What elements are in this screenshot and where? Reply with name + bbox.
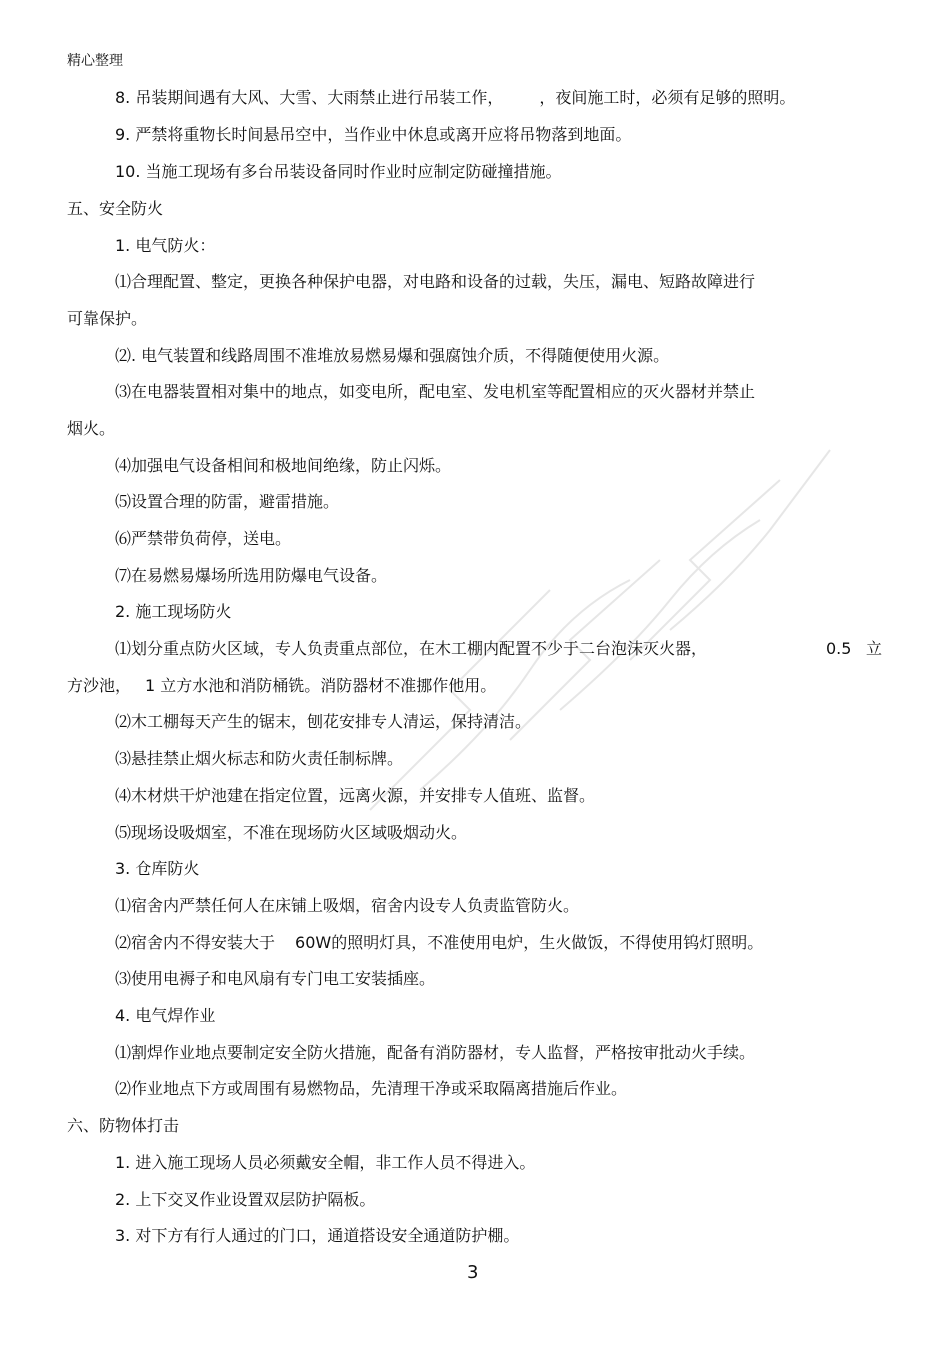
text-line	[115, 88, 795, 108]
text-line: ⑺在易燃易爆场所选用防爆电气设备。	[115, 566, 388, 585]
text-span: 1 立方水池和消防桶铣。消防器材不准挪作他用。	[145, 676, 497, 695]
text-line: ⑴宿舍内严禁任何人在床铺上吸烟，宿舍内设专人负责监管防火。	[115, 896, 580, 915]
text-span: 立	[866, 639, 883, 658]
subsection-heading: 2. 施工现场防火	[115, 602, 232, 621]
text-line	[67, 676, 496, 696]
text-span: 0.5	[826, 639, 852, 658]
subsection-heading: 4. 电气焊作业	[115, 1006, 216, 1025]
text-line: ⑷加强电气设备相间和极地间绝缘，防止闪烁。	[115, 456, 452, 475]
text-line: ⑸设置合理的防雷，避雷措施。	[115, 492, 340, 511]
text-line: ⑶在电器装置相对集中的地点，如变电所，配电室、发电机室等配置相应的灭火器材并禁止	[115, 382, 756, 401]
text-span: 60W的照明灯具，不准使用电炉，生火做饭，不得使用钨灯照明。	[295, 933, 764, 952]
text-line: ⑵木工棚每天产生的锯末，刨花安排专人清运，保持清洁。	[115, 712, 532, 731]
text-line: 可靠保护。	[67, 309, 148, 328]
text-line: ⑸现场设吸烟室，不准在现场防火区域吸烟动火。	[115, 823, 468, 842]
text-line: 10. 当施工现场有多台吊装设备同时作业时应制定防碰撞措施。	[115, 162, 562, 181]
subsection-heading: 3. 仓库防火	[115, 859, 200, 878]
page-header: 精心整理	[67, 53, 123, 69]
text-line: 9. 严禁将重物长时间悬吊空中，当作业中休息或离开应将吊物落到地面。	[115, 125, 632, 144]
subsection-heading: 1. 电气防火：	[115, 236, 216, 255]
page-number: 3	[467, 1262, 479, 1283]
text-line: 1. 进入施工现场人员必须戴安全帽，非工作人员不得进入。	[115, 1153, 536, 1172]
text-span: 8. 吊装期间遇有大风、大雪、大雨禁止进行吊装工作，	[115, 88, 504, 107]
text-line: 烟火。	[67, 419, 116, 438]
text-line: ⑷木材烘干炉池建在指定位置，远离火源，并安排专人值班、监督。	[115, 786, 596, 805]
text-line: ⑵作业地点下方或周围有易燃物品，先清理干净或采取隔离措施后作业。	[115, 1079, 628, 1098]
text-line: 3. 对下方有行人通过的门口，通道搭设安全通道防护棚。	[115, 1226, 520, 1245]
text-line: ⑹严禁带负荷停，送电。	[115, 529, 292, 548]
text-line: ⑴划分重点防火区域，专人负责重点部位，在木工棚内配置不少于二台泡沫灭火器，	[115, 639, 708, 658]
text-line	[115, 933, 763, 953]
text-line: ⑵. 电气装置和线路周围不准堆放易燃易爆和强腐蚀介质，不得随便使用火源。	[115, 346, 670, 365]
text-span: ⑵宿舍内不得安装大于	[115, 933, 276, 952]
text-line: ⑴合理配置、整定，更换各种保护电器，对电路和设备的过载，失压，漏电、短路故障进行	[115, 272, 756, 291]
text-line: ⑶使用电褥子和电风扇有专门电工安装插座。	[115, 969, 436, 988]
text-span: ，夜间施工时，必须有足够的照明。	[539, 88, 796, 107]
text-line: ⑴割焊作业地点要制定安全防火措施，配备有消防器材，专人监督，严格按审批动火手续。	[115, 1043, 756, 1062]
text-span: 方沙池，	[67, 676, 132, 695]
section-heading: 六、防物体打击	[67, 1116, 180, 1135]
section-heading: 五、安全防火	[67, 199, 164, 218]
text-line: 2. 上下交叉作业设置双层防护隔板。	[115, 1190, 376, 1209]
text-line: ⑶悬挂禁止烟火标志和防火责任制标牌。	[115, 749, 404, 768]
